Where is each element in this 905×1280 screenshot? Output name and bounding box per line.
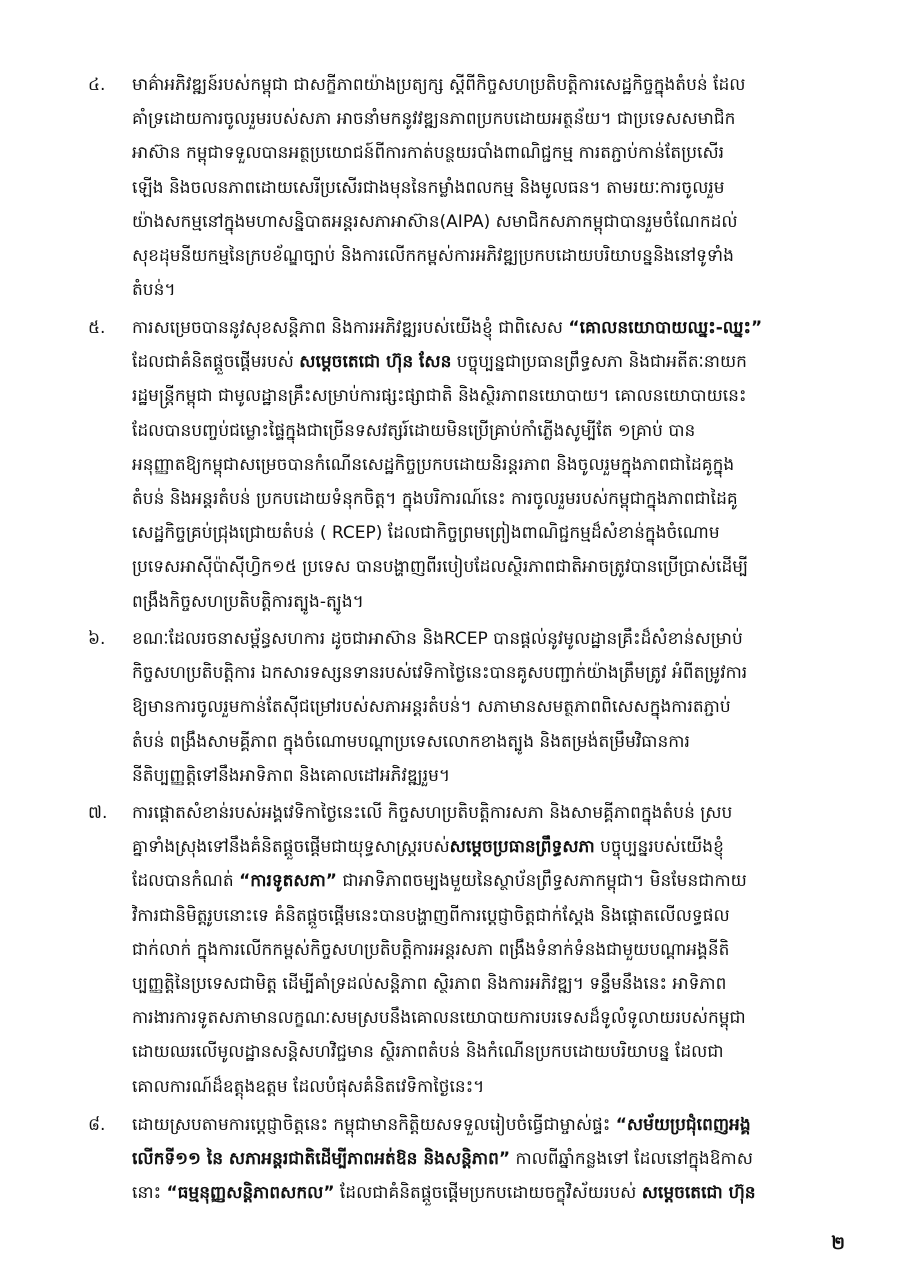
text-run: ឡើង និងចលនភាពដោយសេរីប្រសើរជាងមុននៃកម្លាំងពលកម្ម និងមូលធន។ តាមរយៈការចូលរួម [132, 177, 725, 198]
text-line [132, 68, 838, 102]
text-line [132, 448, 838, 482]
text-run: អាស៊ាន កម្ពុជាទទួលបានអត្ថប្រយោជន៍ពីការកាត់បន្ថយរបាំងពាណិជ្ជកម្ម ការតភ្ជាប់កាន់តែប្រសើរ [132, 143, 725, 164]
text-run: ដែលជាគំនិតផ្តួចផ្តើមរបស់ [132, 352, 300, 373]
text-line [132, 796, 838, 830]
text-line [132, 311, 838, 345]
text-run: ដែលបានបញ្ចប់ជម្លោះផ្ទៃក្នុងជាច្រើនទសវត្សរ៍ដោយមិនប្រើគ្រាប់កាំភ្លើងសូម្បីតែ ១គ្រាប់ បាន [132, 420, 696, 441]
text-run: ដែលបានកំណត់ [132, 871, 240, 892]
text-line [132, 1108, 838, 1142]
text-run: កិច្ចសហប្រតិបត្តិការ ឯកសារទស្សនទានរបស់វេទិកាថ្ងៃនេះបានគូសបញ្ជាក់យ៉ាងត្រឹមត្រូវ អំពីតម្រូវការ [132, 663, 748, 684]
text-line [132, 1001, 838, 1035]
text-line [132, 239, 838, 273]
paragraph-number: ៤. [88, 75, 106, 95]
bold-text: សម្តេចប្រធានព្រឹទ្ធសភា [449, 837, 595, 858]
text-run: ឱ្យមានការចូលរួមកាន់តែស៊ីជម្រៅរបស់សភាអន្តរតំបន់។ សភាមានសមត្ថភាពពិសេសក្នុងការតភ្ជាប់ [132, 697, 731, 718]
bold-text: “ការទូតសភា” [239, 871, 337, 892]
paragraph-number: ៨. [88, 1115, 106, 1135]
text-line [132, 864, 838, 898]
text-run: ជាអាទិភាពចម្បងមួយនៃស្ថាប័នព្រឹទ្ធសភាកម្ពុជា។ មិនមែនជាកាយ [336, 871, 747, 892]
text-run: ជាក់លាក់ ក្នុងការលើកកម្ពស់កិច្ចសហប្រតិបត្តិការអន្តរសភា ពង្រឹងទំនាក់ទំនងជាមួយបណ្តាអង្គនីតិ [132, 939, 730, 960]
text-run: ការផ្តោតសំខាន់របស់អង្គវេទិកាថ្ងៃនេះលើ កិច្ចសហប្រតិបត្តិការសភា និងសាមគ្គីភាពក្នុងតំបន់ ស្រប [132, 803, 733, 823]
text-run: សេដ្ឋកិច្ចគ្រប់ជ្រុងជ្រោយតំបន់ ( RCEP) ដែលជាកិច្ចព្រមព្រៀងពាណិជ្ជកម្មដ៏សំខាន់ក្នុងចំណោម [132, 523, 720, 544]
text-run: គាំទ្រដោយការចូលរួមរបស់សភា អាចនាំមកនូវវឌ្ឍនភាពប្រកបដោយអត្ថន័យ។ ជាប្រទេសសមាជិក [132, 109, 736, 130]
text-run: ពង្រឹងកិច្ចសហប្រតិបត្តិការត្បូង-ត្បូង។ [132, 591, 364, 612]
paragraph-number: ៥. [88, 318, 106, 338]
text-run: ខណៈដែលរចនាសម្ព័ន្ធសហការ ដូចជាអាស៊ាន និងRCEP បានផ្តល់នូវមូលដ្ឋានគ្រឹះដ៏សំខាន់សម្រាប់ [132, 629, 743, 649]
text-run: បច្ចុប្បន្នរបស់យើងខ្ញុំ [594, 837, 724, 858]
text-line [132, 516, 838, 550]
bold-text: “ធម្មនុញ្ញសន្តិភាពសកល” [166, 1183, 335, 1204]
paragraph-number: ៦. [88, 629, 106, 649]
bold-text: សម្តេចតេជោ ហ៊ុន សែន [299, 352, 452, 373]
text-run: យ៉ាងសកម្មនៅក្នុងមហាសន្និបាតអន្តរសភាអាស៊ាន(AIPA) សមាជិកសភាកម្ពុជាបានរួមចំណែកដល់ [132, 211, 738, 232]
text-line [132, 1070, 838, 1104]
text-run: នោះ [132, 1183, 167, 1204]
text-run: អនុញ្ញាតឱ្យកម្ពុជាសម្រេចបានកំណើនសេដ្ឋកិច្ចប្រកបដោយនិរន្តរភាព និងចូលរួមក្នុងភាពជាដៃគូក្នុង [132, 454, 735, 475]
text-line [132, 345, 838, 379]
text-line [132, 690, 838, 724]
text-run: តំបន់ ពង្រឹងសាមគ្គីភាព ក្នុងចំណោមបណ្តាប្រទេសលោកខាងត្បូង និងតម្រង់តម្រឹមវិធានការ [132, 731, 690, 752]
text-line [132, 414, 838, 448]
text-line [132, 1142, 838, 1176]
paragraph [88, 311, 838, 619]
page-number: ២ [831, 1233, 845, 1254]
text-run: ការសម្រេចបាននូវសុខសន្តិភាព និងការអភិវឌ្ឍរបស់យើងខ្ញុំ ជាពិសេស [132, 318, 569, 338]
text-line [132, 273, 838, 307]
text-line [132, 725, 838, 759]
paragraph [88, 1108, 838, 1211]
text-line [132, 136, 838, 170]
text-run: សុខដុមនីយកម្មនៃក្របខ័ណ្ឌច្បាប់ និងការលើកកម្ពស់ការអភិវឌ្ឍប្រកបដោយបរិយាបន្ននិងនៅទូទាំង [132, 245, 734, 266]
text-line [132, 967, 838, 1001]
text-run: ដោយឈរលើមូលដ្ឋានសន្តិសហវិជ្ជមាន ស្ថិរភាពតំបន់ និងកំណើនប្រកបដោយបរិយាបន្ន ដែលជា [132, 1042, 724, 1063]
text-line [132, 622, 838, 656]
text-run: ដែលជាគំនិតផ្តួចផ្តើមប្រកបដោយចក្ខុវិស័យរបស់ [334, 1183, 642, 1204]
text-line [132, 1176, 838, 1210]
text-line [132, 656, 838, 690]
text-run: បច្ចុប្បន្នជាប្រធានព្រឹទ្ធសភា និងជាអតីតៈនាយក [451, 352, 747, 373]
text-run: តំបន់ និងអន្តរតំបន់ ប្រកបដោយទំនុកចិត្ត។ ក្នុងបរិការណ៍នេះ ការចូលរួមរបស់កម្ពុជាក្នុងភាពជាដៃគូ [132, 488, 738, 509]
text-line [132, 1035, 838, 1069]
text-run: មាគ៌ាអភិវឌ្ឍន៍របស់កម្ពុជា ជាសក្ខីភាពយ៉ាងប្រត្យក្ស ស្ដីពីកិច្ចសហប្រតិបត្តិការសេដ្ឋកិច្ចក្នុងតំបន់ ដែល [132, 75, 746, 95]
text-run: គោលការណ៍ដ៏ឧត្តុងឧត្តម ដែលបំផុសគំនិតវេទិកាថ្ងៃនេះ។ [132, 1076, 485, 1097]
text-line [132, 171, 838, 205]
text-run: តំបន់។ [132, 280, 176, 301]
paragraph-number: ៧. [88, 803, 108, 823]
text-line [132, 830, 838, 864]
text-run: កាលពីឆ្នាំកន្លងទៅ ដែលនៅក្នុងឱកាស [510, 1149, 753, 1170]
text-run: ការងារការទូតសភាមានលក្ខណៈសមស្របនឹងគោលនយោបាយការបរទេសដ៏ទូលំទូលាយរបស់កម្ពុជា [132, 1008, 746, 1029]
text-run: ប្រទេសអាស៊ីប៉ាស៊ីហ្វិក១៥ ប្រទេស បានបង្ហាញពីរបៀបដែលស្ថិរភាពជាតិអាចត្រូវបានប្រើប្រាស់ដើម្បី [132, 557, 749, 578]
text-line [132, 482, 838, 516]
text-run: គ្នាទាំងស្រុងទៅនឹងគំនិតផ្តួចផ្តើមជាយុទ្ធសាស្រ្តរបស់ [132, 837, 450, 858]
bold-text: លើកទី១១ នៃ សភាអន្តរជាតិដើម្បីភាពអត់ឱន និងសន្តិភាព” [132, 1149, 511, 1170]
text-line [132, 933, 838, 967]
text-line [132, 379, 838, 413]
text-line [132, 585, 838, 619]
text-line [132, 550, 838, 584]
text-line [132, 759, 838, 793]
bold-text: “សម័យប្រជុំពេញអង្គ [615, 1115, 751, 1135]
text-line [132, 205, 838, 239]
text-run: វិការជានិមិត្តរូបនោះទេ គំនិតផ្តួចផ្តើមនេះបានបង្ហាញពីការប្តេជ្ញាចិត្តជាក់ស្តែង និងផ្តោតលើលទ្ធផល [132, 905, 730, 926]
text-run: ប្បញ្ញត្តិនៃប្រទេសជាមិត្ត ដើម្បីគាំទ្រដល់សន្តិភាព ស្ថិរភាព និងការអភិវឌ្ឍ។ ទន្ទឹមនឹងនេះ អាទិភាព [132, 973, 727, 994]
text-run: ដោយស្របតាមការប្តេជ្ញាចិត្តនេះ កម្ពុជាមានកិត្តិយសទទួលរៀបចំធ្វើជាម្ចាស់ផ្ទះ [132, 1115, 616, 1135]
bold-text: “គោលនយោបាយឈ្នះ-ឈ្នះ” [568, 318, 763, 338]
paragraph [88, 796, 838, 1104]
text-run: នីតិប្បញ្ញត្តិទៅនឹងអាទិភាព និងគោលដៅអភិវឌ្ឍរួម។ [132, 765, 451, 786]
text-run: រដ្ឋមន្ត្រីកម្ពុជា ជាមូលដ្ឋានគ្រឹះសម្រាប់ការផ្សះផ្សាជាតិ និងស្ថិរភាពនយោបាយ។ គោលនយោបាយនេះ [132, 386, 747, 407]
text-line [132, 899, 838, 933]
bold-text: សម្តេចតេជោ ហ៊ុន [641, 1183, 756, 1204]
paragraph [88, 622, 838, 793]
paragraph [88, 68, 838, 307]
text-line [132, 102, 838, 136]
